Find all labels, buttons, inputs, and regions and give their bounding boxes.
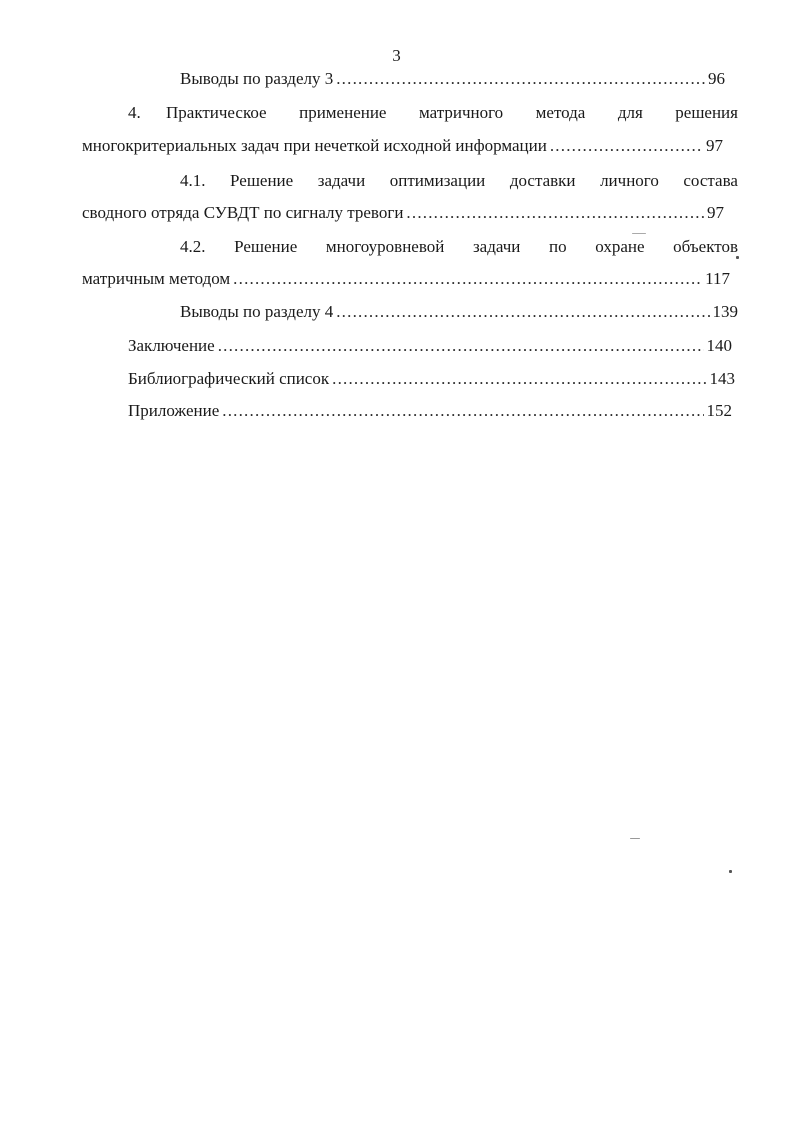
page-number: 3	[392, 46, 401, 65]
toc-word: 4.2.	[180, 237, 206, 256]
toc-word: задачи	[317, 171, 366, 190]
toc-word: применение	[299, 103, 387, 122]
dot-leader	[332, 368, 706, 390]
toc-heading-line-2	[82, 135, 723, 157]
toc-page: 97	[706, 136, 723, 155]
toc-label: сводного отряда СУВДТ по сигналу тревоги	[82, 203, 404, 222]
toc-word: 4.1.	[180, 171, 206, 190]
toc-entry-bibliography[interactable]	[128, 368, 735, 390]
toc-word: метода	[535, 103, 586, 122]
section-number: 4.	[128, 103, 141, 122]
toc-label: Выводы по разделу 4	[180, 302, 334, 321]
scan-speck	[729, 870, 732, 873]
scan-speck	[630, 838, 640, 839]
toc-word: личного	[600, 171, 659, 190]
toc-heading-line	[166, 102, 738, 124]
dot-leader	[550, 135, 703, 157]
dot-leader	[233, 268, 702, 290]
toc-word: объектов	[673, 237, 738, 256]
toc-label: Библиографический список	[128, 369, 330, 388]
toc-word: оптимизации	[389, 171, 486, 190]
scan-speck	[736, 256, 739, 259]
toc-heading-line-2	[82, 202, 724, 224]
toc-heading-line	[180, 170, 738, 192]
toc-label: Приложение	[128, 401, 220, 420]
toc-page: 117	[705, 269, 730, 288]
toc-word: задачи	[472, 237, 521, 256]
scan-speck	[632, 233, 646, 234]
toc-entry-conclusions-4[interactable]	[180, 301, 738, 323]
toc-page: 139	[712, 302, 738, 321]
dot-leader	[406, 202, 704, 224]
toc-word: многоуровневой	[325, 237, 445, 256]
dot-leader	[336, 301, 709, 323]
toc-word: по	[549, 237, 567, 256]
toc-page: 152	[706, 401, 732, 420]
toc-word: доставки	[509, 171, 576, 190]
toc-label: Выводы по разделу 3	[180, 69, 334, 88]
toc-word: Практическое	[166, 103, 267, 122]
dot-leader	[336, 68, 705, 90]
toc-page: 97	[707, 203, 724, 222]
toc-label: многокритериальных задач при нечеткой исходной информации	[82, 136, 547, 155]
toc-word: Решение	[230, 171, 294, 190]
toc-entry-conclusions-3[interactable]	[180, 68, 725, 90]
toc-label: матричным методом	[82, 269, 231, 288]
toc-word: решения	[675, 103, 738, 122]
toc-word: состава	[683, 171, 738, 190]
toc-label: Заключение	[128, 336, 215, 355]
toc-page: 140	[706, 336, 732, 355]
toc-word: матричного	[418, 103, 504, 122]
toc-heading-line	[180, 236, 738, 258]
toc-word: для	[617, 103, 643, 122]
toc-page: 143	[709, 369, 735, 388]
toc-word: Решение	[234, 237, 298, 256]
toc-entry-conclusion[interactable]	[128, 335, 732, 357]
toc-entry-appendix[interactable]	[128, 400, 732, 422]
toc-page: 96	[708, 69, 725, 88]
dot-leader	[222, 400, 703, 422]
toc-word: охране	[595, 237, 645, 256]
dot-leader	[218, 335, 704, 357]
toc-heading-line-2	[82, 268, 730, 290]
